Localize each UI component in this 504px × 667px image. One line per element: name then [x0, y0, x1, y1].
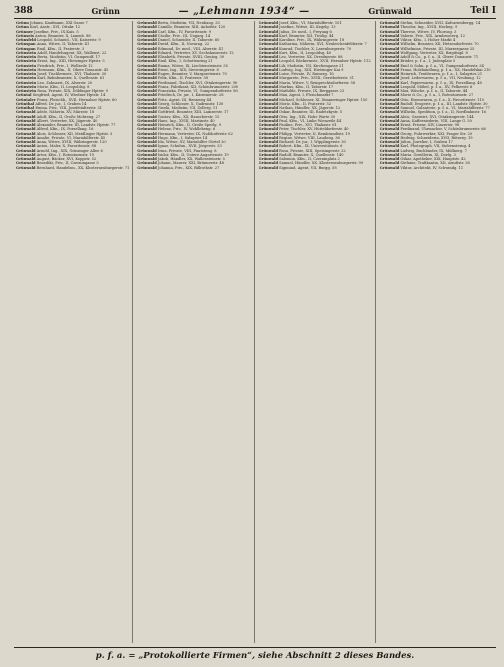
entry-details: Max, Wäsche, p. f. a., II, Taborstr. 44 [400, 89, 468, 93]
entry-details: Stefanie, Trafikantin, XII, Arndtstr. 28 [400, 161, 470, 166]
entry-surname: Grünstein [16, 59, 37, 64]
entry-details: Robert, Kfm., IX, Universitätsstr. 6 [279, 144, 343, 149]
entry-details: Stefan, Schneider, XVII, Kalvarienbergg. 14 [400, 21, 481, 25]
entry-surname: Grünwald [137, 72, 157, 76]
entry-details: Karl, Papierwaren, p. f. a., IX, Porzellang. 48 [400, 80, 482, 85]
entry-details: Rudolf, Drogerie, p. f. a., III, Landstr. Hptstr. 30 [400, 101, 488, 106]
entry-details: Philipp, Vertreter, II, Rembrandtstr. 19 [279, 131, 350, 136]
entry-details: Julius, Dr. med., I, Freyung 6 [279, 29, 332, 34]
entry-details: Ignaz, Schuhm., XVII, Jörgerstr. 33 [157, 144, 222, 149]
entry-surname: Grünwald [379, 127, 400, 132]
entry-details: Ernst, Friseur, XIV, Linzerstr. 98 [400, 123, 460, 127]
entry-surname: Grünwald [137, 25, 157, 30]
entry-details: Josefine, Witwe, III, Kegelg. 13 [279, 25, 336, 30]
entry-surname: Grünwald [379, 118, 400, 123]
entry-surname: Grünwald [379, 59, 400, 64]
entry-surname: Grünwald [379, 50, 400, 55]
entry-surname: Grünwald [379, 101, 400, 106]
entry-surname: Grünwald [137, 97, 157, 102]
entry-surname: Grünwald [258, 114, 278, 119]
entry-surname: Grünwald [137, 114, 157, 119]
entry-details: Benedikt, Priv., II, Czerningasse 5 [36, 161, 99, 166]
entry-surname: Grünwald [258, 63, 278, 68]
entry-surname: Grünwald [379, 144, 400, 149]
entry-surname: Grünstein [16, 67, 37, 72]
entry-surname: Grünwald [258, 46, 278, 51]
entry-details: Johann, Maurer, XXI, Brünnerstr. 48 [157, 161, 224, 166]
entry-details: Anna, Witwe, II, Taborstr. 41 [36, 42, 90, 47]
entry-details: Heinrich, Textilwaren, p. f. a., I, Salzgries 21 [400, 72, 483, 76]
entry-details: Josefine, Priv., IX Kais. 5 [34, 29, 79, 34]
entry-details: Emil, Kfm., II, Praterstr. 3 [36, 46, 85, 51]
entry-surname: Grünwald [137, 123, 157, 127]
entry-details: Camillo, Beamter, XIII, Auhofstr. 120 [157, 25, 226, 30]
entry-details: Anna, Kaffeesiederin, VIII, Lange G. 50 [400, 118, 472, 123]
entry-surname: Grünwald [137, 148, 157, 153]
entry-details: Wilhelm, Spedition, p. f. a., II, Nordbahnstr. 16 [400, 110, 486, 115]
entry-surname: Grünwald [379, 114, 400, 119]
entry-surname: Grünwald [137, 29, 157, 34]
entry-details: Karl, Bahnbeamter, X, Quellenstr. 61 [37, 76, 105, 81]
entry-details: Alois, Gastwirt, XVI, Ottakringerstr. 144 [400, 114, 474, 119]
entry-surname: Grünstein [16, 50, 37, 55]
entry-details: Helene, Priv., IV, Wohllebeng. 6 [157, 127, 216, 132]
entry-details: Moriz, Kfm., II, Praterstr. 52 [279, 101, 332, 106]
entry-surname: Grünwald [258, 50, 278, 55]
entry-surname: Grünwald [16, 144, 36, 149]
entry-details: Friedrich, Priv., I, Wollzeile 12 [37, 63, 93, 68]
entry-surname: Grünwald [258, 144, 278, 149]
entry-surname: Grünn [16, 25, 29, 30]
entry-details: Edmund, Dr. med., VIII, Alserstr. 41 [157, 46, 224, 51]
entry-surname: Grünwald [258, 97, 278, 102]
entry-surname: Grünwald [137, 161, 157, 166]
entry-details: Ferdinand, Tischler, XVI, Ottakringerstr. 90 [157, 80, 238, 85]
entry-details: Alois, Schlosser, XII, Meidlinger Hptstr. 3 [36, 131, 113, 136]
entry-surname: Grünwald [258, 131, 278, 136]
entry-surname: Grünwald [258, 59, 278, 64]
left-keyword: Grünn [91, 6, 120, 16]
directory-entry [16, 166, 130, 170]
entry-surname: Grünwald [379, 29, 400, 34]
entry-surname: Grünwald [137, 59, 157, 64]
entry-details: Paul, Kfm., VI, Linke Wienzeile 44 [279, 118, 342, 123]
entry-surname: Grünstein [16, 72, 37, 76]
entry-details: David, Kfm., II, Novarag. 22 [157, 42, 210, 47]
entry-surname: Grünwald [379, 80, 400, 85]
entry-details: Daniel, Schneider, II, Taborstr. 60 [157, 38, 220, 42]
entry-details: Gisela, Modistin, VII, Zollerg. 11 [157, 106, 218, 110]
entry-surname: Grünstein [16, 55, 37, 59]
entry-surname: Grünwald [379, 97, 400, 102]
column-1 [14, 21, 133, 643]
entry-surname: Grünwald [16, 118, 36, 123]
entry-surname: Grünwald [258, 72, 278, 76]
entry-surname: Grünwald [379, 140, 400, 144]
entry-details: Alfred, Dr. jur., I, Graben 14 [35, 101, 87, 106]
entry-details: Arnold, Ing., XIX, Grinzinger Allee 6 [36, 148, 103, 153]
entry-details: Ida, Witwe, XV, Mariahilfer Gürtel 20 [157, 140, 226, 144]
entry-surname: Grünwald [379, 67, 400, 72]
entry-surname: Grünwald [137, 89, 157, 93]
entry-details: Josef, Kfm., VI, Mariahilferstr. 101 [279, 21, 342, 25]
entry-details: Georg, Fuhrwerker, XXI, Prager Str. 20 [400, 131, 473, 136]
column-4 [378, 21, 496, 643]
entry-details: Alexander, Beamter, III, Landstr. Hptstr. 77 [36, 123, 116, 127]
entry-details: Oskar, Apotheker, XIX, Hauptstr. 42 [400, 157, 466, 161]
entry-details: Samuel, Händler, XX, Klosterneuburgerstr. 99 [279, 161, 364, 166]
entry-details: Adele, Näherin, XV, Märzstr. 18 [36, 110, 95, 115]
entry-details: Wilhelmine, Private, III, Marxergasse 25 [400, 46, 475, 51]
entry-surname: Grünwald [258, 123, 278, 127]
entry-details: Konrad, Tischler, X, Laxenburgerstr. 70 [279, 46, 352, 51]
entry-details: Jakob, Händler, XX, Wallensteinstr. 5 [157, 157, 225, 161]
entry-surname: Grünwald [379, 148, 400, 153]
entry-surname: Grünwald [16, 161, 36, 166]
column-3 [257, 21, 376, 643]
page-header [14, 4, 496, 18]
entry-details: Emil & Sohn, p. f. a., VI, Gumpendorferstr. 34 [400, 63, 484, 68]
entry-surname: Grünstein [16, 63, 37, 68]
entry-surname: Grünwald [379, 84, 400, 89]
entry-surname: Grünwald [137, 33, 157, 38]
entry-surname: Grünwald [379, 21, 400, 25]
entry-details: Georg, Schlosser, X, Gudrunstr. 130 [157, 101, 224, 106]
entry-details: Franz, Holzhandlung, p. f. a., XX, Handelskai 210 [400, 67, 491, 72]
entry-surname: Grünner [16, 29, 33, 34]
entry-details: Adolf, Handelsagent, XX, Wallenst. 22 [37, 50, 107, 55]
entry-surname: Grünwald [16, 110, 36, 115]
entry-surname: Grünwald [137, 110, 157, 115]
entry-details: Karl, Anstr., XVI, Ottakr. 12 [29, 25, 81, 30]
entry-details: Sigmund, Agent, VII, Burgg. 58 [279, 165, 337, 170]
entry-details: Artur, Kfm., I, Rotenturmstr. 19 [36, 152, 94, 157]
entry-surname: Grünwald [258, 21, 278, 25]
entry-details: Samuel, Galanterie, p. f. a., VI, Mariahilferstr. 77 [400, 106, 490, 110]
entry-surname: Grünwald [16, 135, 36, 140]
publication-title: — „Lehmann 1934“ — [178, 5, 310, 17]
entry-surname: Grünwald [137, 80, 157, 85]
entry-details: Hermann, Kfm., II, Obere Donaustr. 45 [37, 67, 109, 72]
entry-surname: Grünwald [258, 80, 278, 85]
entry-surname: Grünwald [16, 140, 36, 144]
entry-details: Leopold, Bäckermstr., XVII, Hernalser Hptstr. 112 [279, 59, 371, 64]
entry-surname: Grünwald [137, 144, 157, 149]
entry-surname: Grünwald [137, 135, 157, 140]
entry-details: Ernst, Ing., XIX, Sieveringerstr. 8 [157, 67, 219, 72]
entry-surname: Grünstein [16, 84, 37, 89]
page-number: 388 [14, 6, 33, 16]
directory-entry [259, 166, 373, 170]
entry-details: Friedrich, Dr. jur., I, Kärntnerstr. 28 [157, 93, 224, 98]
entry-surname: Grünwald [137, 63, 157, 68]
entry-details: Karoline, Priv., IX, Währingerstr. 18 [279, 38, 345, 42]
entry-details: Markus, Kfm., II, Taborstr. 17 [279, 84, 334, 89]
entry-surname: Grünwald [379, 72, 400, 76]
entry-surname: Grünwald [137, 140, 157, 144]
column-2 [135, 21, 254, 643]
entry-details: Moriz & Co., p. f. a., I, Rotenturmstr. 27 [400, 93, 474, 98]
entry-surname: Grünwald [379, 165, 400, 170]
entry-surname: Grünwald [137, 21, 157, 25]
entry-details: Wilhelm, Beamter, XII, Hetzendorferstr. 70 [400, 42, 479, 47]
entry-surname: Grünwald [258, 101, 278, 106]
entry-details: Hermann, Vertreter, IX, Nußdorferstr. 62 [157, 131, 233, 136]
entry-details: Pauline, Priv., XVI, Thaliastr. 61 [279, 123, 337, 127]
entry-details: Leopold, Möbel, p. f. a., XV, Felberstr. 6 [400, 84, 473, 89]
entry-surname: Grünwald [379, 63, 400, 68]
entry-surname: Grünwald [258, 140, 278, 144]
page-footer: p. f. a. = „Protokollierte Firmen“, siehe Abschnitt 2 dieses Bandes. [14, 647, 496, 661]
entry-details: Luise, Private, IV, Rainerg. 16 [279, 72, 334, 76]
entry-surname: Grünwald [379, 76, 400, 81]
entry-surname: Grünwald [379, 46, 400, 51]
directory-entry [137, 166, 251, 170]
entry-details: Maria, Greißlerin, XI, Dorfg. 3 [400, 152, 456, 157]
entry-details: Margarete, Priv., XVIII, Gersthoferstr. 31 [279, 76, 354, 81]
entry-details: Otto, Ing., XIX, Hohe Warte 30 [279, 114, 336, 119]
entry-surname: Grünwald [137, 42, 157, 47]
entry-details: Eugen, Beamter, V, Margaretenstr. 70 [157, 72, 227, 76]
entry-surname: Grünwald [379, 157, 400, 161]
entry-surname: Grünsfeld [16, 38, 36, 42]
entry-details: Emil, Kfm., I, Schottenring 21 [157, 59, 213, 64]
entry-surname: Grünwald [258, 33, 278, 38]
entry-details: Lili, Modistin, VII, Kirchengasse 21 [279, 63, 344, 68]
directory-entry [380, 166, 494, 170]
entry-surname: Grünwald [16, 157, 36, 161]
entry-details: Peter, Tischler, XV, Hütteldorferstr. 40 [279, 127, 349, 132]
entry-details: Irma, Private, VIII, Piaristeng. 8 [157, 148, 217, 153]
right-keyword: Grünwald [368, 6, 412, 16]
entry-surname: Grünwald [258, 67, 278, 72]
entry-surname: Grünwald [258, 89, 278, 93]
entry-surname: Grünwald [258, 161, 278, 166]
entry-details: Salomon, Kfm., II, Czerninplatz 2 [279, 157, 340, 161]
entry-details: Ludwig, Buchbinder, IX, Müllnerg. 7 [400, 148, 467, 153]
entry-surname: Grünwald [137, 157, 157, 161]
entry-details: Adolf & Co., p. f. a., II, Obere Donaustr. 71 [400, 55, 479, 59]
entry-details: Ferdinand, Uhrmacher, V, Schönbrunnerstr. 66 [400, 127, 486, 132]
entry-surname: Grünspan [16, 46, 36, 51]
entry-details: Josef, Tischlermstr., XVI, Thaliastr. 30 [37, 72, 107, 76]
entry-surname: Grünwald [258, 135, 278, 140]
entry-details: August, Bäcker, XVI, Koppstr. 52 [36, 157, 97, 161]
entry-details: Isidor, Kfm., II, Untere Augartenstr. 19 [157, 152, 229, 157]
entry-details: Franz, Fleischh., XVII, Hernalser Hptstr. 60 [36, 97, 117, 102]
entry-surname: Grünwald [379, 55, 400, 59]
entry-surname: Grünwald [16, 152, 36, 157]
entry-details: Anna, Witwe, XVIII, Währingerstr. 120 [36, 140, 107, 144]
entry-details: Carl, Kfm., IV, Favoritenstr. 9 [157, 29, 211, 34]
entry-surname: Grünwald [258, 38, 278, 42]
entry-surname: Grünwald [16, 131, 36, 136]
entry-details: Mathilde, Private, IX, Berggasse 23 [279, 89, 345, 93]
entry-surname: Grünwald [258, 152, 278, 157]
entry-surname: Grünwald [137, 93, 157, 98]
entry-surname: Grünwald [258, 106, 278, 110]
entry-surname: Grünwald [379, 123, 400, 127]
entry-details: Michael, Schlosser, XI, Simmeringer Hptstr. 150 [279, 97, 368, 102]
entry-surname: Grünwald [137, 76, 157, 81]
entry-surname: Grünwald [379, 25, 400, 30]
entry-details: Amalie, Private, VI, Mariahilferstr. 45 [36, 135, 106, 140]
entry-surname: Grünwald [16, 114, 36, 119]
entry-details: Moriz, Kfm., II, Leopoldsg. 8 [37, 84, 90, 89]
entry-surname: Grüntaler [16, 97, 36, 102]
entry-surname: Grünwald [379, 42, 400, 47]
entry-surname: Grünwald [379, 110, 400, 115]
entry-surname: Grünwald [137, 118, 157, 123]
entry-details: Karl, Photograph, VII, Siebensterng. 4 [400, 144, 471, 149]
entry-surname: Grünwald [258, 165, 278, 170]
entry-surname: Grünwald [258, 42, 278, 47]
entry-surname: Grünwald [258, 76, 278, 81]
entry-details: Ludwig, Ing., XIII, Hietzinger Kai 9 [279, 67, 344, 72]
entry-surname: Grünthal [16, 106, 35, 110]
entry-details: Rosa, Private, XIII, Speisingerstr. 22 [279, 148, 346, 153]
entry-surname: Grünwald [379, 152, 400, 157]
entry-details: Bernhard, Handelsm., XX, Klosterneuburgerstr. 71 [36, 165, 130, 170]
entry-details: Julius, Juwelier, I, Graben 17 [400, 140, 453, 144]
entry-details: Rosa, Private, XIX, Döblinger Hptstr. 9 [37, 89, 108, 93]
entry-surname: Grünwald [258, 93, 278, 98]
entry-surname: Grünwald [137, 101, 157, 106]
entry-surname: Grünwald [137, 46, 157, 51]
entry-details: Adolf, Kfm., II, Große Mohreng. 27 [36, 114, 101, 119]
entry-details: Theodor, Ing., XVIII, Hockeg. 9 [400, 25, 458, 30]
entry-details: Berta, Modistin, VII, Neubaug. 33 [157, 21, 220, 25]
entry-details: Max, Agent, I, Fleischmarkt 7 [279, 93, 334, 98]
entry-details: Fritz, Agent, III, Rennweg 44 [157, 97, 212, 102]
entry-surname: Grünwald [258, 55, 278, 59]
entry-surname: Grünwald [137, 152, 157, 157]
entry-details: Viktor, Kfm., I, Hoher Markt 4 [400, 38, 456, 42]
entry-details: Berta, Modistin, VI, Gumpendf. 17 [37, 55, 100, 59]
entry-surname: Grünwald [258, 118, 278, 123]
entry-surname: Grünwald [379, 161, 400, 166]
entry-surname: Grünwald [258, 110, 278, 115]
entry-details: Otto, Eisenwaren, p. f. a., X, Favoritenstr. 110 [400, 97, 484, 102]
entry-details: Hugo, Kfm., I, Salzgries 14 [157, 135, 208, 140]
entry-details: Gustav, Kfm., XX, Rauscherstr. 15 [157, 114, 220, 119]
entry-details: Felix, Kfm., II, Praterstr. 38 [157, 76, 208, 81]
entry-details: Gottfried, Beamter, XIII, Lainzerstr. 17 [157, 110, 229, 115]
entry-details: Franz, Fabrikant, XII, Schönbrunnerstr. 200 [157, 84, 239, 89]
entry-surname: Grünthal [16, 101, 35, 106]
entry-details: Kurt, Kfm., II, Leopoldsg. 40 [279, 50, 332, 55]
entry-details: Viktor, Architekt, IV, Schwindg. 11 [400, 165, 464, 170]
header-rule [14, 18, 496, 19]
entry-surname: Grünwald [379, 89, 400, 93]
entry-details: Leo, Vertreter, XX, Dresdnerstr. 88 [279, 55, 343, 59]
entry-details: Richard, Dr. jur., I, Wipplingerstr. 30 [279, 140, 346, 144]
entry-surname: Grünstein [16, 89, 37, 93]
entry-details: Eduard, Vertreter, XV, Sechshauserstr. 12 [157, 50, 234, 55]
entry-details: Alfred, Kfm., IX, Porzellang. 16 [36, 127, 94, 132]
entry-details: Anton, Beamter, X, Laxenb. 88 [35, 33, 91, 38]
entry-surname: Grünstein [16, 76, 37, 81]
entry-surname: Grüntal [16, 93, 32, 98]
entry-details: Anton, Maler, X, Favoritenstr. 88 [36, 144, 97, 149]
entry-details: Elisabeth, Private, XVIII, Gentzg. 30 [157, 55, 225, 59]
entry-surname: Grünn [16, 21, 29, 25]
volume-label: Teil I [470, 6, 496, 16]
entry-details: Cäcilie, Priv., III, Ungarg. 14 [157, 33, 211, 38]
entry-surname: Grünwald [258, 29, 278, 34]
entry-details: Wolfgang, Vertreter, XX, Brigittapl. 8 [400, 50, 468, 55]
entry-details: Regine, Witwe, VIII, Laudong. 36 [279, 135, 340, 140]
entry-details: Nathan, Händler, XX, Jägerstr. 12 [279, 106, 341, 110]
entry-details: Ernst, Ing., XIII, Hietzinger Hptstr. 5 [37, 59, 105, 64]
entry-surname: Grünwald [258, 157, 278, 161]
entry-surname: Grünspan [16, 42, 36, 47]
entry-details: Johann, Kaufmann, XXI Gasse 7 [29, 21, 88, 25]
entry-surname: Grünwald [258, 25, 278, 30]
entry-surname: Grünwald [16, 165, 36, 170]
entry-surname: Grünwald [137, 106, 157, 110]
entry-details: Brüder, p. f. a., I, Judenplatz 5 [400, 59, 456, 64]
entry-surname: Grünwald [137, 50, 157, 55]
entry-columns [14, 21, 496, 643]
entry-details: Katharina, Näherin, XVI, Neulerchenfelderstr. 7 [279, 42, 367, 47]
entry-surname: Grünwald [379, 93, 400, 98]
entry-surname: Grünwald [258, 84, 278, 89]
entry-details: Therese, Witwe, IV, Phorusg. 3 [400, 29, 457, 34]
entry-details: Rudolf, Beamter, X, Quellenstr. 140 [279, 152, 344, 157]
entry-surname: Grünwald [379, 33, 400, 38]
entry-details: Emma, Witwe, IX, Liechtensteinstr. 55 [157, 63, 228, 68]
entry-surname: Grünwald [258, 148, 278, 153]
entry-details: Albert, Vertreter, XX, Jägerstr. 40 [36, 118, 98, 123]
entry-surname: Grünwald [137, 67, 157, 72]
entry-surname: Grünstein [16, 80, 37, 85]
entry-details: Leopold, Schneid., VII, Kaiserstr. 9 [37, 38, 101, 42]
entry-details: Valerie, Priv., XIX, Armbrusterg. 12 [400, 33, 465, 38]
entry-details: Johanna, Priv., XIX, Billrothstr. 27 [157, 165, 220, 170]
entry-surname: Grünwald [137, 55, 157, 59]
entry-surname: Grünwald [258, 127, 278, 132]
entry-surname: Grünwald [379, 106, 400, 110]
entry-details: Karl, Beamter, XII, Tivolig. 44 [279, 33, 334, 38]
entry-surname: Grünwald [137, 84, 157, 89]
entry-details: Oskar, Beamter, III, Radetzkystr. 5 [279, 110, 342, 115]
entry-details: Siegfried, Agent, IV, Wiedner Hptstr. 14 [32, 93, 106, 98]
entry-surname: Grünwald [16, 148, 36, 153]
entry-details: Heinrich, Kfm., II, Große Sperlg. 9 [157, 123, 222, 127]
entry-details: Hedwig, Schneiderin, XVII, Rötzerg. 19 [400, 135, 473, 140]
entry-details: Leo, Zahnarzt, IX, Alserstr. 20 [37, 80, 93, 85]
entry-surname: Grünwald [137, 127, 157, 132]
entry-details: Maria, Witwe, V, Reinprechtsdorferstr. 58 [279, 80, 356, 85]
entry-details: Franziska, Private, VI, Gumpendorferstr. 80 [157, 89, 238, 93]
entry-surname: Grünwald [137, 38, 157, 42]
entry-surname: Grünwald [137, 131, 157, 136]
entry-surname: Grünwald [379, 38, 400, 42]
entry-surname: Grünwald [137, 165, 157, 170]
entry-surname: Grünwald [16, 123, 36, 127]
entry-surname: Grünwald [16, 127, 36, 132]
entry-surname: Grünwald [379, 131, 400, 136]
entry-details: Josef, Lederwaren, p. f. a., VII, Neubaug. 12 [400, 76, 481, 81]
entry-details: Hans, Ing., XVIII, Martinstr. 40 [157, 118, 215, 123]
entry-surname: Grünseis [16, 33, 34, 38]
entry-surname: Grünwald [379, 135, 400, 140]
entry-details: Emma, Priv., VIII, Josefstädterstr. 31 [35, 106, 103, 110]
